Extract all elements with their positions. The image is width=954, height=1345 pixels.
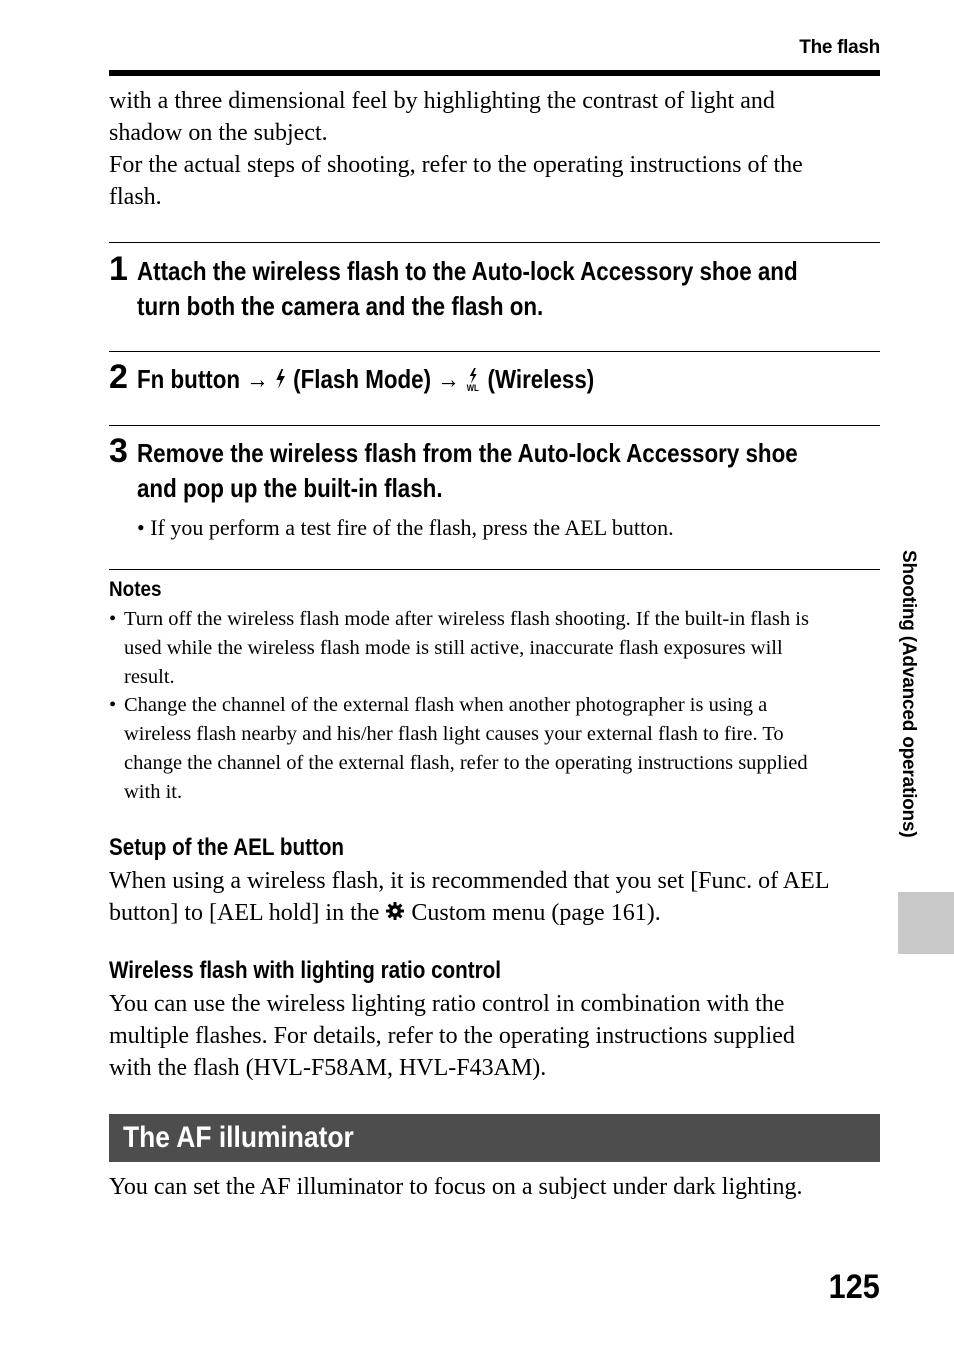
ratio-control-paragraph <box>109 988 879 1084</box>
paragraph-line <box>109 897 879 930</box>
side-tab-marker <box>898 892 954 954</box>
paragraph-line: with the flash (HVL-F58AM, HVL-F43AM). <box>109 1055 547 1081</box>
step-number: 2 <box>109 358 128 396</box>
header-rule <box>109 70 880 76</box>
step-line: Remove the wireless flash from the Auto-lock Accessory shoe <box>137 438 798 468</box>
wireless-icon-text: WL <box>466 383 479 394</box>
note-item <box>109 605 879 692</box>
note-line: Turn off the wireless flash mode after wireless flash shooting. If the built-in flash is <box>124 608 809 630</box>
note-line: Change the channel of the external flash when another photographer is using a <box>124 694 768 716</box>
ael-setup-paragraph <box>109 865 879 930</box>
step-line: turn both the camera and the flash on. <box>137 291 544 321</box>
intro-line: For the actual steps of shooting, refer to the operating instructions of the <box>109 152 803 178</box>
step-1-text <box>137 254 798 324</box>
wireless-label: (Wireless) <box>487 364 595 394</box>
step-2-text <box>137 362 791 399</box>
ratio-control-heading: Wireless flash with lighting ratio control <box>109 957 502 984</box>
intro-line: with a three dimensional feel by highlighting the contrast of light and <box>109 88 775 114</box>
paragraph-line: multiple flashes. For details, refer to the operating instructions supplied <box>109 1023 795 1049</box>
note-line: change the channel of the external flash, refer to the operating instructions supplied <box>124 752 808 774</box>
notes-heading: Notes <box>109 578 162 601</box>
paragraph-line: You can use the wireless lighting ratio control in combination with the <box>109 991 785 1017</box>
note-line: with it. <box>124 781 183 803</box>
section-title: The AF illuminator <box>123 1121 354 1154</box>
note-line: used while the wireless flash mode is still active, inaccurate flash exposures will <box>124 637 783 659</box>
step-number: 1 <box>109 250 128 288</box>
note-item <box>109 691 879 807</box>
fn-button-label: Fn button <box>137 364 241 394</box>
step-divider <box>109 351 880 352</box>
running-header: The flash <box>799 37 880 58</box>
arrow-icon: → <box>246 364 269 394</box>
intro-line: flash. <box>109 184 162 210</box>
ael-setup-heading: Setup of the AEL button <box>109 834 345 861</box>
wireless-flash-icon <box>466 367 481 395</box>
bullet-dot: • <box>109 694 117 716</box>
section-heading-bar <box>109 1114 880 1162</box>
page-number: 125 <box>828 1268 880 1306</box>
paragraph-line: When using a wireless flash, it is recommended that you set [Func. of AEL <box>109 868 830 894</box>
section-body: You can set the AF illuminator to focus on a subject under dark lighting. <box>109 1174 803 1200</box>
step-divider <box>109 425 880 426</box>
flash-icon <box>275 364 287 399</box>
step-number: 3 <box>109 432 128 470</box>
bullet-dot: • <box>137 515 151 540</box>
side-tab-label: Shooting (Advanced operations) <box>898 550 919 838</box>
step-3-bullet <box>137 513 674 543</box>
intro-line: shadow on the subject. <box>109 120 328 146</box>
bullet-text: If you perform a test fire of the flash, press the AEL button. <box>150 515 674 540</box>
note-line: wireless flash nearby and his/her flash light causes your external flash to fire. To <box>124 723 784 745</box>
arrow-icon: → <box>437 364 460 394</box>
step-line: Attach the wireless flash to the Auto-lock Accessory shoe and <box>137 256 798 286</box>
gear-icon <box>385 898 405 930</box>
step-3-text <box>137 436 798 506</box>
step-line: and pop up the built-in flash. <box>137 473 443 503</box>
notes-divider <box>109 569 880 570</box>
step-divider <box>109 242 880 243</box>
side-tab <box>896 550 920 870</box>
paragraph-text: button] to [AEL hold] in the <box>109 900 380 926</box>
bullet-dot: • <box>109 608 117 630</box>
intro-paragraph <box>109 85 879 213</box>
note-line: result. <box>124 666 175 688</box>
paragraph-text: Custom menu (page 161). <box>411 900 661 926</box>
flash-mode-label: (Flash Mode) <box>293 364 432 394</box>
